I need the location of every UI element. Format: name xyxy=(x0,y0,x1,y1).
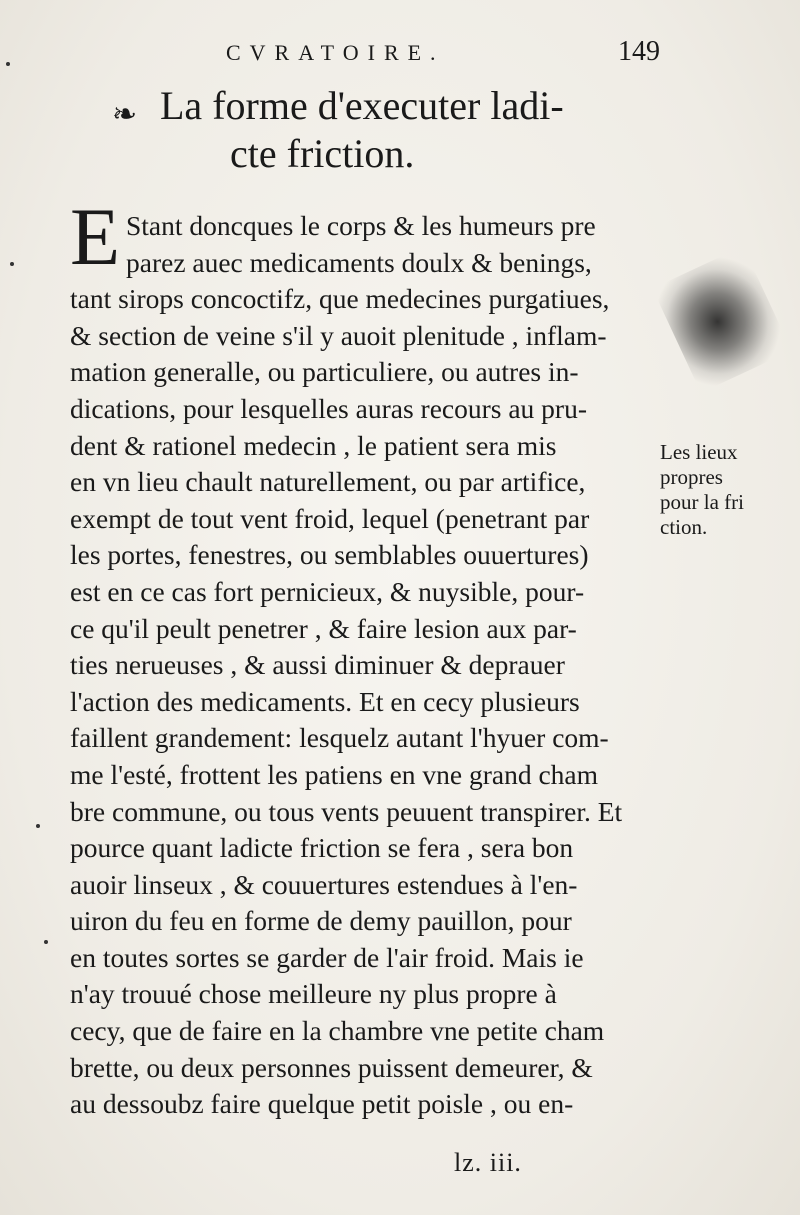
text-line: & section de veine s'il y auoit plenitude , inflam- xyxy=(70,319,607,351)
margin-note-line: Les lieux xyxy=(660,440,738,464)
page-number: 149 xyxy=(618,36,660,67)
text-line: exempt de tout vent froid, lequel (penetrant par xyxy=(70,502,590,534)
heading-line-2: cte friction. xyxy=(230,131,415,176)
heading-line-1: La forme d'executer ladi- xyxy=(160,83,564,128)
running-head: CVRATOIRE. xyxy=(226,40,445,65)
text-line: ce qu'il peult penetrer , & faire lesion aux par- xyxy=(70,612,577,644)
text-line: n'ay trouué chose meilleure ny plus propre à xyxy=(70,978,557,1010)
drop-cap: E xyxy=(70,191,121,282)
margin-note-line: propres xyxy=(660,465,723,489)
text-line: dent & rationel medecin , le patient sera mis xyxy=(70,429,557,461)
text-line: en toutes sortes se garder de l'air froid. Mais ie xyxy=(70,941,584,973)
paper-speck xyxy=(36,824,40,828)
text-line: Stant doncques le corps & les humeurs pre xyxy=(126,210,596,241)
text-line: est en ce cas fort pernicieux, & nuysible, pour- xyxy=(70,575,585,607)
text-line: mation generalle, ou particuliere, ou autres in- xyxy=(70,356,579,388)
margin-note-line: pour la fri xyxy=(660,490,744,514)
text-line: l'action des medicaments. Et en cecy plusieurs xyxy=(70,685,580,717)
text-line: cecy, que de faire en la chambre vne petite cham xyxy=(70,1015,605,1047)
margin-note-line: ction. xyxy=(660,515,708,539)
fleuron-icon: ❧ xyxy=(112,97,138,132)
text-line: tant sirops concoctifz, que medecines purgatiues, xyxy=(70,283,610,315)
text-line: dications, pour lesquelles auras recours au pru- xyxy=(70,392,587,424)
text-line: faillent grandement: lesquelz autant l'hyuer com- xyxy=(70,722,609,754)
signature-mark: lz. iii. xyxy=(454,1148,522,1177)
margin-note xyxy=(660,440,790,540)
paper-speck xyxy=(44,940,48,944)
text-line: uiron du feu en forme de demy pauillon, pour xyxy=(70,905,572,937)
text-line: parez auec medicaments doulx & benings, xyxy=(126,246,592,278)
ink-smudge xyxy=(652,246,791,392)
text-line: en vn lieu chault naturellement, ou par artifice, xyxy=(70,466,586,498)
text-line: brette, ou deux personnes puissent demeurer, & xyxy=(70,1051,593,1083)
section-heading xyxy=(160,82,630,178)
paper-speck xyxy=(10,262,14,266)
body-text xyxy=(70,208,660,1123)
text-line: auoir linseux , & couuertures estendues à l'en- xyxy=(70,868,578,900)
text-line: les portes, fenestres, ou semblables ouuertures) xyxy=(70,539,589,571)
paper-speck xyxy=(6,62,10,66)
text-line: me l'esté, frottent les patiens en vne grand cham xyxy=(70,758,599,790)
text-line: pource quant ladicte friction se fera , sera bon xyxy=(70,832,574,864)
text-line: ties nerueuses , & aussi diminuer & deprauer xyxy=(70,649,565,681)
text-line: bre commune, ou tous vents peuuent transpirer. Et xyxy=(70,795,623,827)
text-line: au dessoubz faire quelque petit poisle , ou en- xyxy=(70,1088,574,1120)
